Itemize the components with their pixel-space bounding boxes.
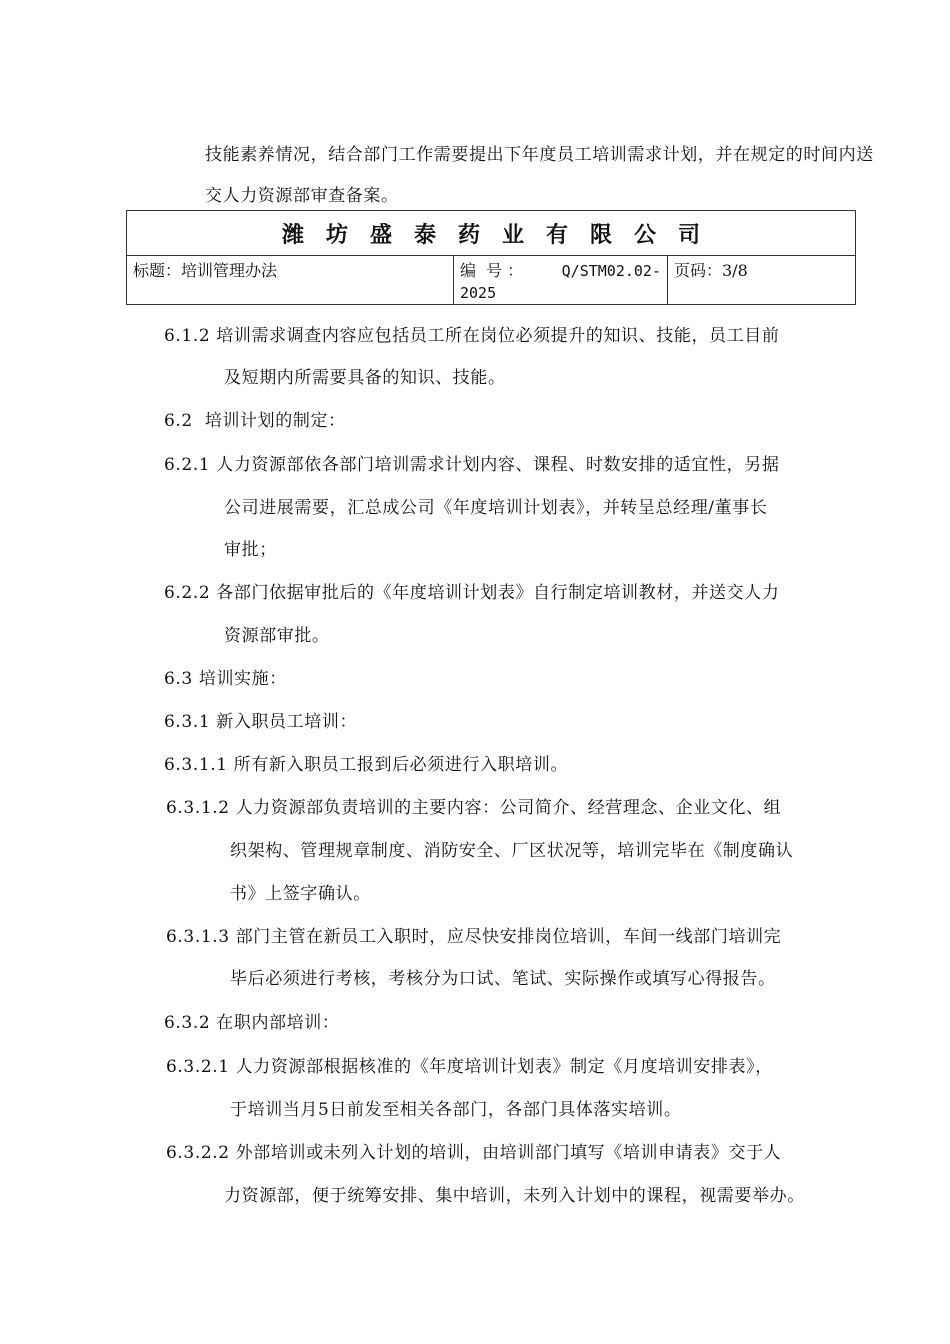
company-row (127, 211, 855, 256)
section-6-2-1-line-2: 公司进展需要，汇总成公司《年度培训计划表》，并转呈总经理/董事长 (224, 498, 768, 518)
section-6-3-1-1: 6.3.1.1 所有新入职员工报到后必须进行入职培训。 (164, 755, 569, 775)
section-6-2-2-line-1: 6.2.2 各部门依据审批后的《年度培训计划表》自行制定培训教材，并送交人力 (164, 583, 780, 603)
section-6-3-1-3-line-2: 毕后必须进行考核，考核分为口试、笔试、实际操作或填写心得报告。 (230, 969, 776, 989)
section-6-3-1-2-line-2: 织架构、管理规章制度、消防安全、厂区状况等，培训完毕在《制度确认 (230, 841, 794, 861)
section-6-1-2-line-1: 6.1.2 培训需求调查内容应包括员工所在岗位必须提升的知识、技能，员工目前 (164, 326, 780, 346)
section-6-1-2-line-2: 及短期内所需要具备的知识、技能。 (224, 368, 506, 388)
doc-title: 标题：培训管理办法 (133, 261, 278, 280)
section-6-2-heading: 6.2 培训计划的制定： (164, 411, 346, 431)
document-header-table (126, 210, 856, 305)
doc-code-year: 2025 (460, 284, 497, 302)
intro-line-1: 技能素养情况，结合部门工作需要提出下年度员工培训需求计划，并在规定的时间内送 (205, 145, 874, 165)
doc-code-cell (454, 256, 668, 305)
section-6-3-2-2-line-2: 力资源部，便于统筹安排、集中培训，未列入计划中的课程，视需要举办。 (224, 1186, 805, 1206)
section-6-3-2-1-line-2: 于培训当月5日前发至相关各部门，各部门具体落实培训。 (230, 1100, 682, 1120)
section-6-3-heading: 6.3 培训实施： (164, 669, 287, 689)
section-6-2-1-line-3: 审批； (224, 540, 277, 560)
doc-title-cell (127, 256, 454, 305)
section-6-2-2-line-2: 资源部审批。 (224, 626, 330, 646)
section-6-3-2-1-line-1: 6.3.2.1 人力资源部根据核准的《年度培训计划表》制定《月度培训安排表》， (166, 1057, 773, 1077)
doc-code-value: Q/STM02.02- (561, 262, 661, 280)
intro-line-2: 交人力资源部审查备案。 (205, 186, 399, 206)
page-number: 页码：3/8 (674, 261, 748, 280)
section-6-3-2-heading: 6.3.2 在职内部培训： (164, 1013, 340, 1033)
section-6-3-2-2-line-1: 6.3.2.2 外部培训或未列入计划的培训，由培训部门填写《培训申请表》交于人 (166, 1143, 782, 1163)
doc-code-label: 编 号 ： (460, 261, 524, 280)
page-number-cell (668, 256, 855, 305)
section-6-3-1-heading: 6.3.1 新入职员工培训： (164, 712, 358, 732)
section-6-3-1-2-line-3: 书》上签字确认。 (230, 884, 371, 904)
company-name: 潍坊盛泰药业有限公司 (281, 222, 722, 248)
section-6-3-1-2-line-1: 6.3.1.2 人力资源部负责培训的主要内容：公司简介、经营理念、企业文化、组 (166, 798, 782, 818)
section-6-3-1-3-line-1: 6.3.1.3 部门主管在新员工入职时，应尽快安排岗位培训，车间一线部门培训完 (166, 927, 782, 947)
section-6-2-1-line-1: 6.2.1 人力资源部依各部门培训需求计划内容、课程、时数安排的适宜性，另据 (164, 455, 780, 475)
